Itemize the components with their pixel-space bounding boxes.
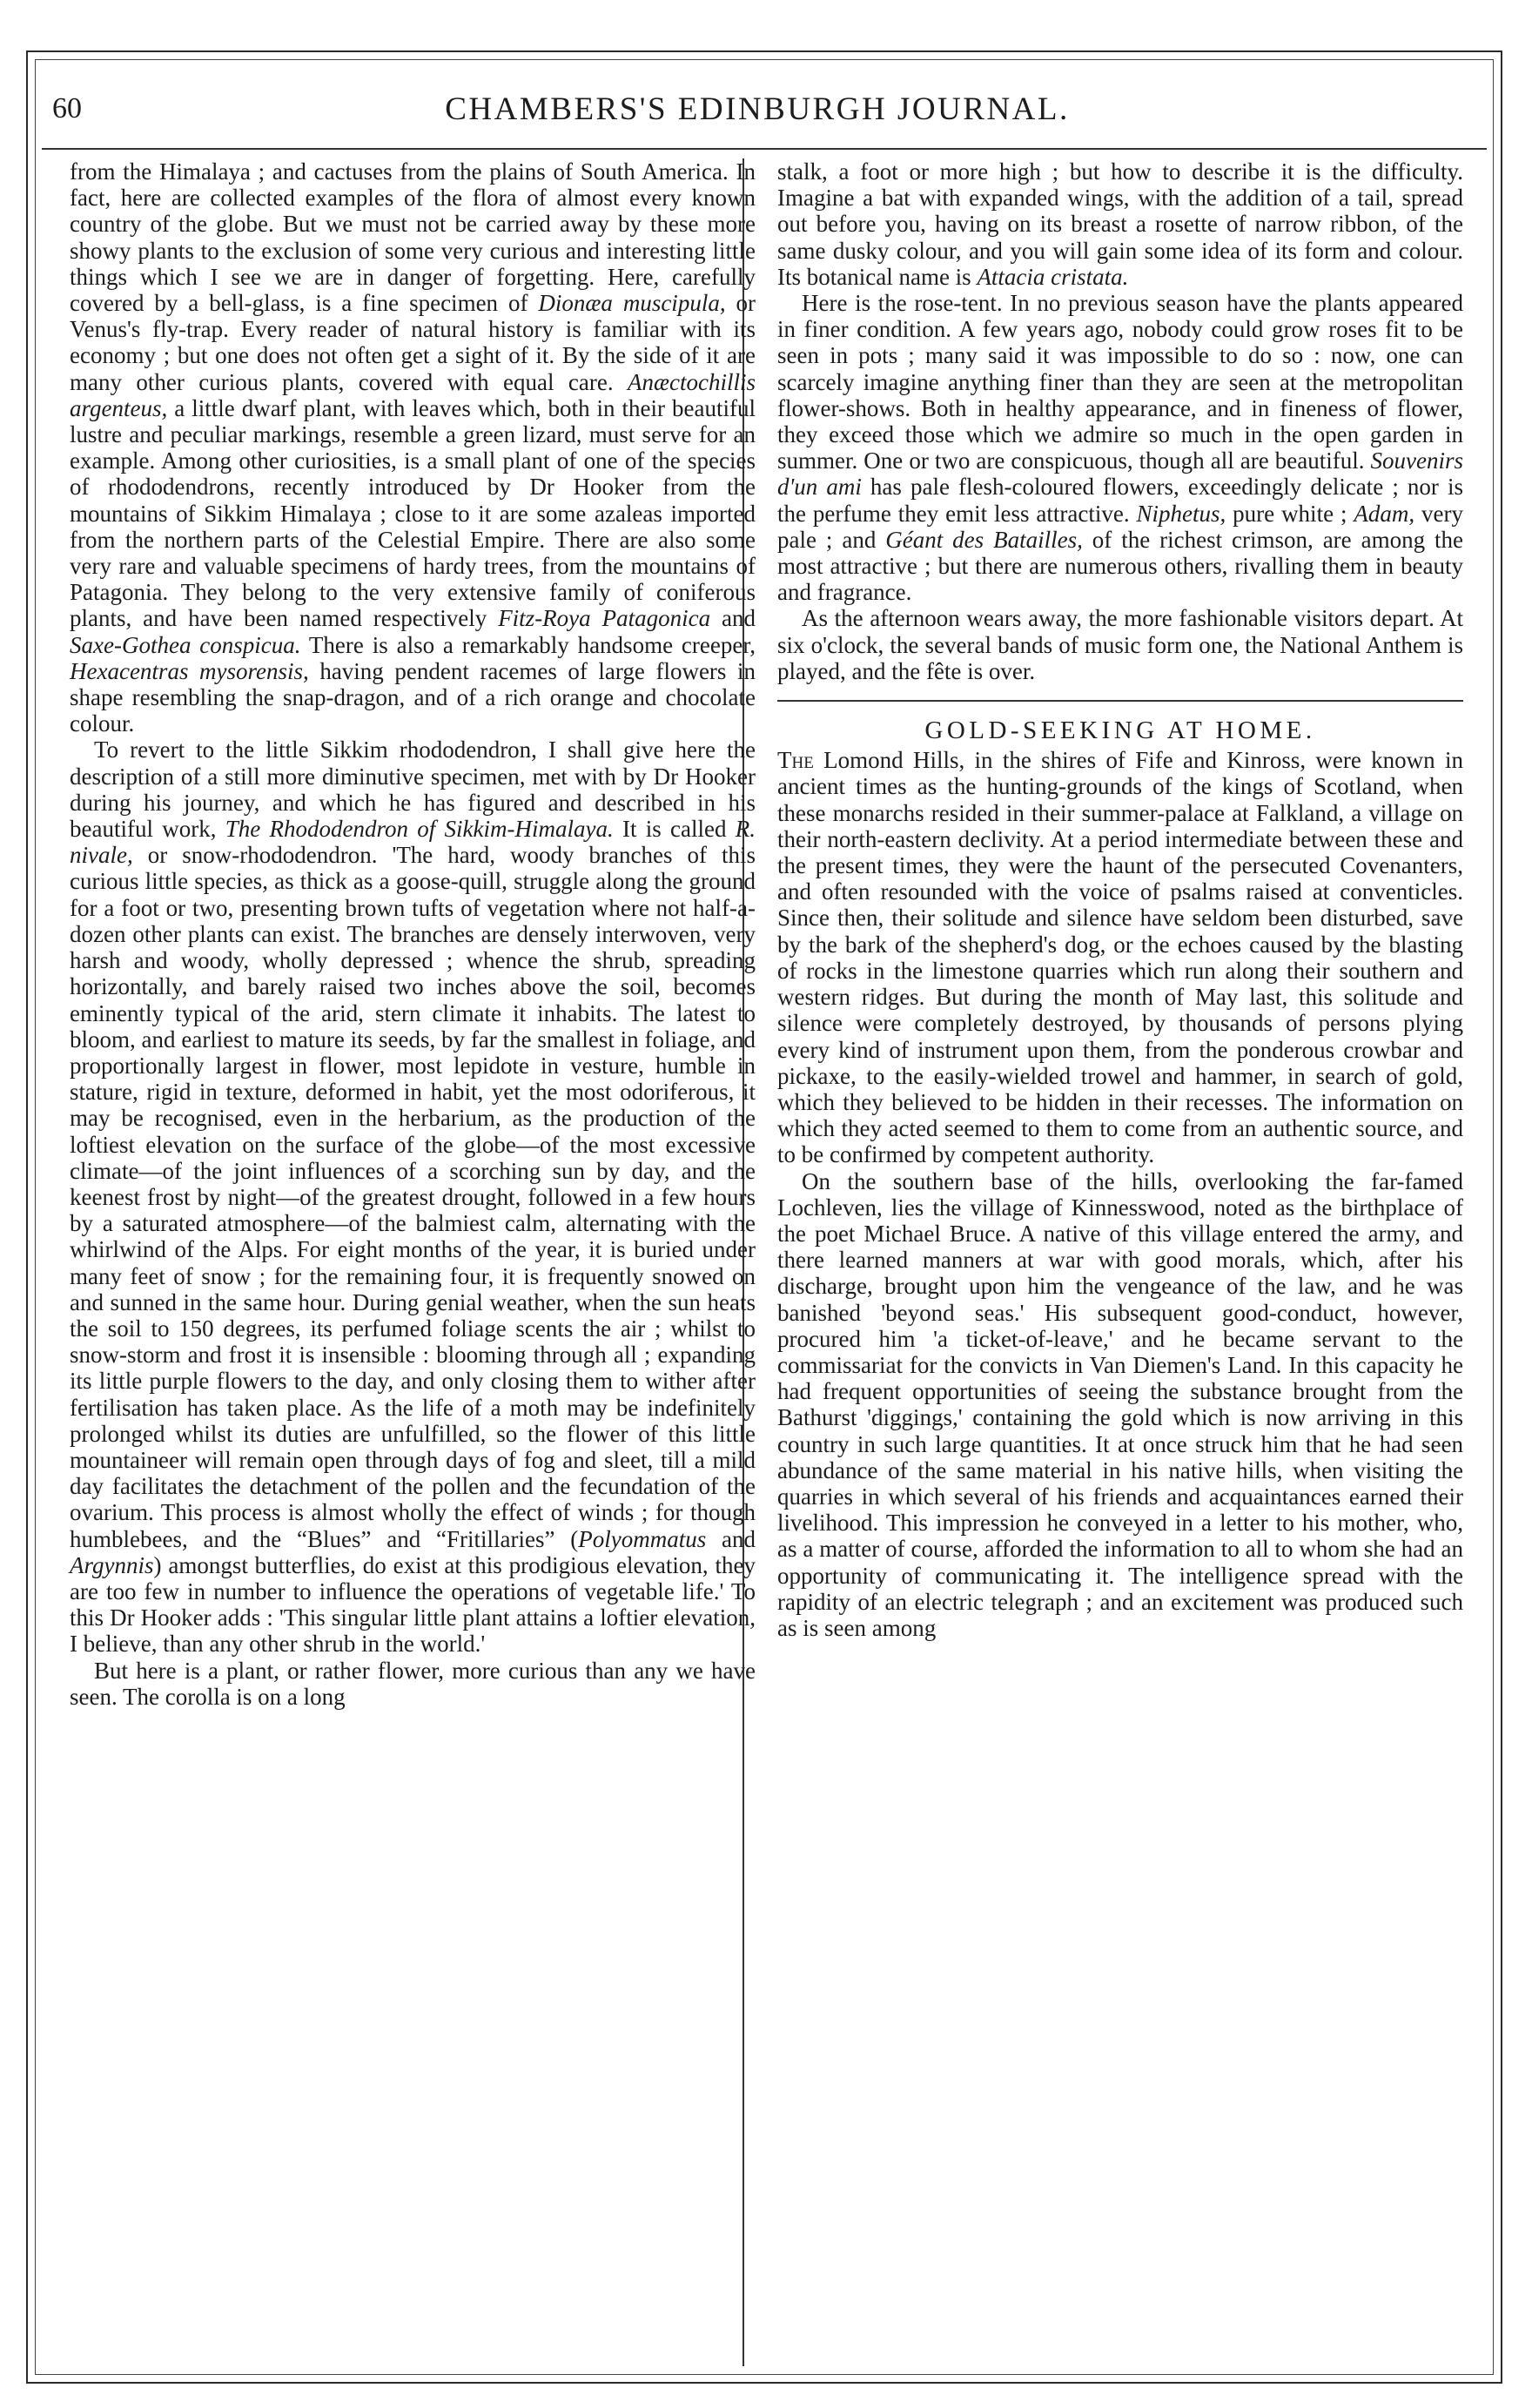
right-column	[777, 158, 1463, 1641]
journal-title: CHAMBERS'S EDINBURGH JOURNAL.	[445, 91, 1070, 127]
page-number: 60	[52, 92, 82, 124]
paragraph: Here is the rose-tent. In no previous season have the plants appeared in finer condition. A few years ago, nobody could grow roses fit to be seen in pots ; many said it was impossible to do so : now, one can scarcely imagine anything finer than they are seen at the metropolitan flower-shows. Both in healthy appearance, and in fineness of flower, they exceed those which we admire so much in the open garden in summer. One or two are conspicuous, though all are beautiful. Souvenirs d'un ami has pale flesh-coloured flowers, exceedingly delicate ; nor is the perfume they emit less attractive. Niphetus, pure white ; Adam, very pale ; and Géant des Batailles, of the richest crimson, are among the most attractive ; but there are numerous others, rivalling them in beauty and fragrance.	[777, 290, 1464, 606]
lead-word: The	[777, 747, 814, 774]
paragraph: stalk, a foot or more high ; but how to describe it is the difficulty. Imagine a bat with expanded wings, with the addition of a tail, spread out before you, having on its breast a rosette of narrow ribbon, of the same dusky colour, and you will gain some idea of its form and colour. Its botanical name is Attacia cristata.	[777, 158, 1463, 290]
paragraph: from the Himalaya ; and cactuses from the plains of South America. In fact, here are collected examples of the flora of almost every known country of the globe. But we must not be carried away by these more showy plants to the exclusion of some very curious and interesting little things which I see we are in danger of forgetting. Here, carefully covered by a bell-glass, is a fine specimen of Dionæa muscipula, or Venus's fly-trap. Every reader of natural history is familiar with its economy ; but one does not often get a sight of it. By the side of it are many other curious plants, covered with equal care. Anæctochillis argenteus, a little dwarf plant, with leaves which, both in their beautiful lustre and peculiar markings, resemble a green lizard, must serve for an example. Among other curiosities, is a small plant of one of the species of rhododendrons, recently introduced by Dr Hooker from the mountains of Sikkim Himalaya ; close to it are some azaleas imported from the northern parts of the Celestial Empire. There are also some very rare and valuable specimens of hardy trees, from the mountains of Patagonia. They belong to the very extensive family of coniferous plants, and have been named respectively Fitz-Roya Patagonica and Saxe-Gothea conspicua. There is also a remarkably handsome creeper, Hexacentras mysorensis, having pendent racemes of large flowers in shape resembling the snap-dragon, and of a rich orange and chocolate colour.	[70, 158, 756, 737]
page-header	[52, 87, 1462, 148]
article-title: GOLD-SEEKING AT HOME.	[924, 716, 1316, 745]
section-divider	[777, 700, 1463, 702]
header-rule	[42, 148, 1487, 150]
paragraph: On the southern base of the hills, overlooking the far-famed Lochleven, lies the village of Kinnesswood, noted as the birthplace of the poet Michael Bruce. A native of this village entered the army, and there learned manners at war with good morals, which, after his discharge, brought upon him the vengeance of the law, and he was banished 'beyond seas.' His subsequent good-conduct, however, procured him 'a ticket-of-leave,' and he became servant to the commissariat for the convicts in Van Diemen's Land. In this capacity he had frequent opportunities of seeing the substance brought from the Bathurst 'diggings,' containing the gold which is now arriving in this country in such large quantities. It at once struck him that he had seen abundance of the same material in his native hills, when visiting the quarries in which several of his friends and acquaintances earned their livelihood. This impression he conveyed in a letter to his mother, who, as a matter of course, afforded the information to all to whom she had an opportunity of communicating it. The intelligence spread with the rapidity of an electric telegraph ; and an excitement was produced such as is seen among	[777, 1167, 1463, 1641]
left-column	[70, 158, 756, 1710]
paragraph: The Lomond Hills, in the shires of Fife and Kinross, were known in ancient times as the hunting-grounds of the kings of Scotland, when these monarchs resided in their summer-palace at Falkland, a village on their north-eastern declivity. At a period intermediate between these and the present times, they were the haunt of the persecuted Covenanters, and often resounded with the voice of psalms raised at conventicles. Since then, their solitude and silence have seldom been disturbed, save by the bark of the shepherd's dog, or the echoes caused by the blasting of rocks in the limestone quarries which run along their southern and western ridges. But during the month of May last, this solitude and silence were completely destroyed, by thousands of persons plying every kind of instrument upon them, from the ponderous crowbar and pickaxe, to the easily-wielded trowel and hammer, in search of gold, which they believed to be hidden in their recesses. The information on which they acted seemed to them to come from an authentic source, and to be confirmed by competent authority.	[777, 747, 1463, 1168]
paragraph: But here is a plant, or rather flower, more curious than any we have seen. The corolla is on a long	[70, 1657, 756, 1710]
paragraph: As the afternoon wears away, the more fashionable visitors depart. At six o'clock, the several bands of music form one, the National Anthem is played, and the fête is over.	[777, 605, 1463, 684]
paragraph: To revert to the little Sikkim rhododendron, I shall give here the description of a still more diminutive specimen, met with by Dr Hooker during his journey, and which he has figured and described in his beautiful work, The Rhododendron of Sikkim-Himalaya. It is called R. nivale, or snow-rhododendron. 'The hard, woody branches of this curious little species, as thick as a goose-quill, struggle along the ground for a foot or two, presenting brown tufts of vegetation where not half-a-dozen other plants can exist. The branches are densely interwoven, very harsh and woody, wholly depressed ; whence the shrub, spreading horizontally, and barely raised two inches above the soil, becomes eminently typical of the arid, stern climate it inhabits. The latest to bloom, and earliest to mature its seeds, by far the smallest in foliage, and proportionally largest in flower, most lepidote in vesture, humble in stature, rigid in texture, deformed in habit, yet the most odoriferous, it may be recognised, even in the herbarium, as the production of the loftiest elevation on the surface of the globe—of the most excessive climate—of the joint influences of a scorching sun by day, and the keenest frost by night—of the greatest drought, followed in a few hours by a saturated atmosphere—of the balmiest calm, alternating with the whirlwind of the Alps. For eight months of the year, it is buried under many feet of snow ; for the remaining four, it is frequently snowed on and sunned in the same hour. During genial weather, when the sun heats the soil to 150 degrees, its perfumed foliage scents the air ; whilst to snow-storm and frost it is insensible : blooming through all ; expanding its little purple flowers to the day, and only closing them to wither after fertilisation has taken place. As the life of a moth may be indefinitely prolonged whilst its duties are unfulfilled, so the flower of this little mountaineer will remain open through days of fog and sleet, till a mild day facilitates the detachment of the pollen and the fecundation of the ovarium. This process is almost wholly the effect of winds ; for though humblebees, and the “Blues” and “Fritillaries” (Polyommatus and Argynnis) amongst butterflies, do exist at this prodigious elevation, they are too few in number to influence the operations of vegetable life.' To this Dr Hooker adds : 'This singular little plant attains a loftier elevation, I believe, than any other shrub in the world.'	[70, 737, 756, 1658]
